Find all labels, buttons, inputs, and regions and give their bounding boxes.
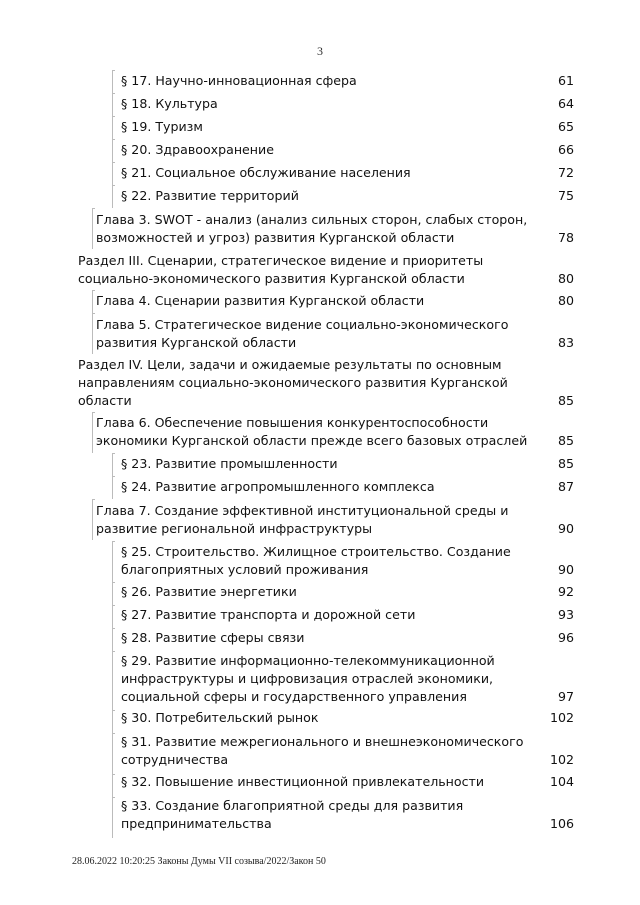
toc-entry-box <box>112 541 115 582</box>
toc-entry-title: Раздел IV. Цели, задачи и ожидаемые результаты по основным направлениям социально-экономического развития Курганской области <box>78 357 508 408</box>
toc-entry-box <box>92 313 95 354</box>
toc-entry-box <box>112 628 115 651</box>
toc-entry-box <box>92 208 95 249</box>
toc-entry-page: 72 <box>557 165 574 180</box>
toc-entry-box <box>112 774 115 797</box>
toc-entry-title: Глава 5. Стратегическое видение социально-экономического развития Курганской области <box>96 317 509 350</box>
page-number: 3 <box>317 44 323 58</box>
toc-entry-title: Раздел III. Сценарии, стратегическое видение и приоритеты социально-экономического развития Курганской области <box>78 253 484 286</box>
toc-entry-page: 92 <box>557 584 574 599</box>
toc-entry-title: § 33. Создание благоприятной среды для развития предпринимательства <box>121 798 464 831</box>
toc-entry-box <box>112 476 115 499</box>
toc-entry-title: Глава 7. Создание эффективной институциональной среды и развитие региональной инфраструктуры <box>96 503 509 536</box>
toc-entry-title: Глава 6. Обеспечение повышения конкурентоспособности экономики Курганской области прежде всего базовых отраслей <box>96 415 528 448</box>
toc-entry-page: 66 <box>557 142 574 157</box>
toc-entry-box <box>112 733 115 774</box>
toc-entry-box <box>112 93 115 116</box>
toc-entry-page: 87 <box>557 479 574 494</box>
toc-entry-title: § 32. Повышение инвестиционной привлекательности <box>121 774 485 789</box>
toc-entry-box <box>92 499 95 540</box>
toc-entry-box <box>112 116 115 139</box>
toc-entry-box <box>112 797 115 838</box>
toc-entry-box <box>112 139 115 162</box>
toc-entry-title: § 18. Культура <box>121 96 218 111</box>
toc-entry-page: 78 <box>557 230 574 245</box>
toc-entry-box <box>112 453 115 476</box>
toc-entry-page: 80 <box>557 293 574 308</box>
toc-entry-box <box>92 290 95 313</box>
toc-entry-box <box>112 710 115 733</box>
toc-entry-page: 80 <box>557 271 574 286</box>
toc-entry-title: § 24. Развитие агропромышленного комплекса <box>121 479 435 494</box>
toc-entry-page: 104 <box>549 774 574 789</box>
toc-entry-title: § 28. Развитие сферы связи <box>121 630 305 645</box>
toc-entry-title: § 25. Строительство. Жилищное строительство. Создание благоприятных условий проживания <box>121 544 511 577</box>
toc-entry-page: 61 <box>557 73 574 88</box>
toc-entry-title: § 19. Туризм <box>121 119 203 134</box>
toc-entry-page: 85 <box>557 456 574 471</box>
toc-entry-title: § 17. Научно-инновационная сфера <box>121 73 357 88</box>
toc-entry-page: 65 <box>557 119 574 134</box>
toc-entry-page: 75 <box>557 188 574 203</box>
toc-entry-page: 90 <box>557 521 574 536</box>
toc-entry-title: § 31. Развитие межрегионального и внешнеэкономического сотрудничества <box>121 734 524 767</box>
toc-entry-title: § 27. Развитие транспорта и дорожной сети <box>121 607 416 622</box>
toc-entry-page: 90 <box>557 562 574 577</box>
toc-entry-box <box>112 651 115 710</box>
toc-entry-box <box>92 412 95 453</box>
toc-entry-page: 106 <box>549 816 574 831</box>
toc-entry-box <box>112 185 115 208</box>
toc-entry-title: Глава 4. Сценарии развития Курганской области <box>96 293 425 308</box>
toc-entry-title: § 23. Развитие промышленности <box>121 456 338 471</box>
toc-entry-page: 83 <box>557 335 574 350</box>
document-footer: 28.06.2022 10:20:25 Законы Думы VII созыва/2022/Закон 50 <box>72 856 326 867</box>
toc-entry-box <box>112 605 115 628</box>
toc-entry-title: § 29. Развитие информационно-телекоммуникационной инфраструктуры и цифровизация отраслей экономики, социальной сферы и государственного управления <box>121 653 495 704</box>
toc-entry-title: § 22. Развитие территорий <box>121 188 299 203</box>
toc-entry-page: 96 <box>557 630 574 645</box>
toc-entry-page: 64 <box>557 96 574 111</box>
toc-entry-title: § 30. Потребительский рынок <box>121 710 319 725</box>
toc-entry-page: 102 <box>549 710 574 725</box>
toc-entry-box <box>112 70 115 93</box>
toc-entry-title: § 21. Социальное обслуживание населения <box>121 165 411 180</box>
toc-entry-page: 97 <box>557 689 574 704</box>
toc-entry-box <box>112 582 115 605</box>
toc-entry-page: 93 <box>557 607 574 622</box>
toc-entry-title: Глава 3. SWOT - анализ (анализ сильных сторон, слабых сторон, возможностей и угроз) развития Курганской области <box>96 212 528 245</box>
toc-entry-page: 85 <box>557 433 574 448</box>
toc-entry-page: 85 <box>557 393 574 408</box>
toc-entry-page: 102 <box>549 752 574 767</box>
toc-entry-box <box>112 162 115 185</box>
toc-entry-title: § 20. Здравоохранение <box>121 142 274 157</box>
toc-entry-title: § 26. Развитие энергетики <box>121 584 297 599</box>
